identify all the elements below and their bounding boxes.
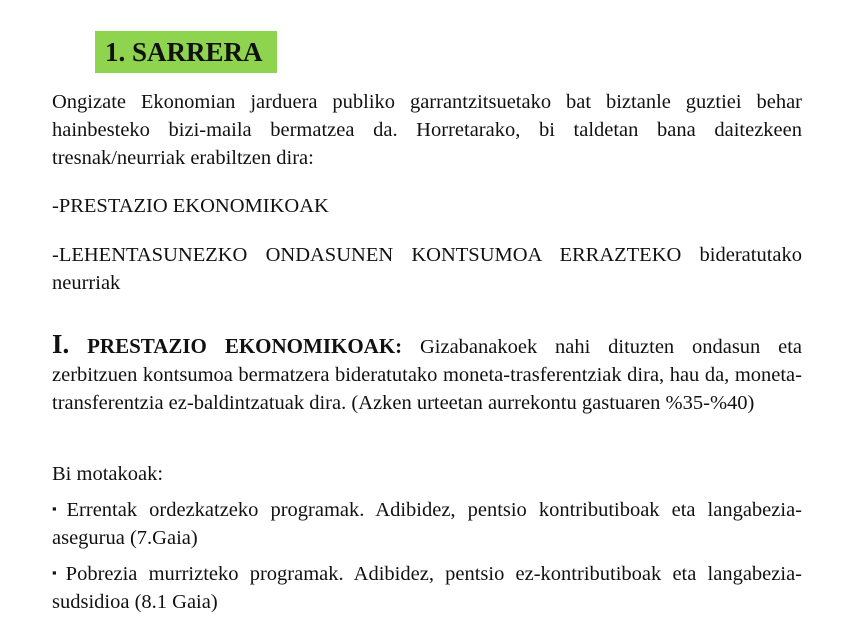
- section-heading: 1. SARRERA: [95, 31, 277, 73]
- section-text: Gizabanakoek nahi dituzten ondasun eta zerbitzuen kontsumoa bermatzera bideratutako moneta-trasferentziak dira, hau da, moneta-transferentzia ez-baldintzatuak dira. (Azken urteetan aurrekontu gastuaren %35-%40): [52, 336, 803, 414]
- bullet-text: Pobrezia murrizteko programak. Adibidez, pentsio ez-kontributiboak eta langabezia-sudsidioa (8.1 Gaia): [52, 563, 802, 613]
- types-label: Bi motakoak:: [52, 463, 164, 485]
- bullet-marker-icon: ▪: [52, 501, 64, 516]
- bullet-item: [52, 559, 802, 616]
- list-item-priority-goods: -LEHENTASUNEZKO ONDASUNEN KONTSUMOA ERRAZTEKO bideratutako neurriak: [52, 244, 802, 294]
- bullet-text: Errentak ordezkatzeko programak. Adibidez, pentsio kontributiboak eta langabezia-asegurua (7.Gaia): [52, 499, 802, 549]
- bullet-item: [52, 495, 802, 552]
- intro-paragraph: Ongizate Ekonomian jarduera publiko garrantzitsuetako bat biztanle guztiei behar hainbesteko bizi-maila bermatzea da. Horretarako, bi taldetan bana daitezkeen tresnak/neurriak erabiltzen dira:: [52, 91, 802, 169]
- bullet-marker-icon: ▪: [52, 565, 63, 580]
- roman-numeral: I.: [52, 329, 70, 359]
- section-paragraph: [52, 330, 802, 417]
- list-item-economic-benefits: -PRESTAZIO EKONOMIKOAK: [52, 195, 329, 217]
- section-title: PRESTAZIO EKONOMIKOAK:: [87, 334, 403, 358]
